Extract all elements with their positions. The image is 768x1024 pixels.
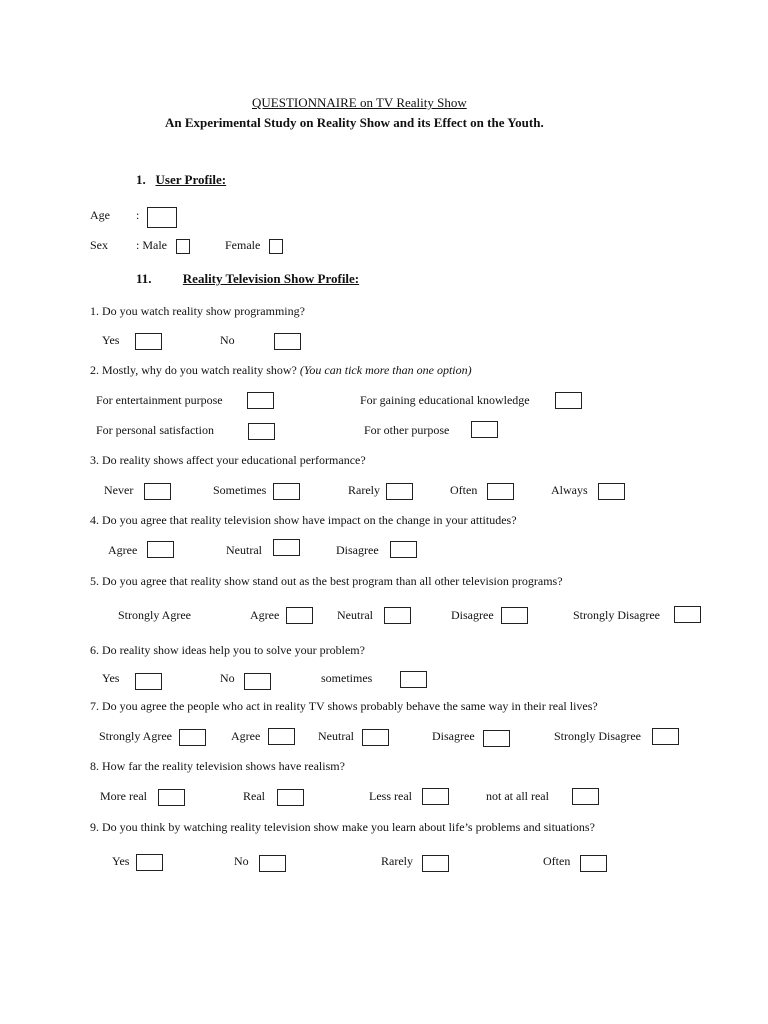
section-title: Reality Television Show Profile: xyxy=(182,271,360,286)
q6-no-checkbox[interactable] xyxy=(244,673,271,690)
option-label: Often xyxy=(543,854,571,868)
question-note: (You can tick more than one option) xyxy=(299,363,472,377)
q3-rarely-checkbox[interactable] xyxy=(386,483,413,500)
option-label: Agree xyxy=(231,729,261,743)
q5-neutral-checkbox[interactable] xyxy=(384,607,411,624)
q6-yes-checkbox[interactable] xyxy=(135,673,162,690)
section-1-heading xyxy=(136,172,226,188)
q2-educational-checkbox[interactable] xyxy=(555,392,582,409)
option-label: Always xyxy=(551,483,588,497)
question-4-text: 4. Do you agree that reality television show have impact on the change in your attitudes? xyxy=(90,513,517,527)
question-6-text: 6. Do reality show ideas help you to solve your problem? xyxy=(90,643,365,657)
q8-less-real-checkbox[interactable] xyxy=(422,788,449,805)
questionnaire-subtitle: An Experimental Study on Reality Show and its Effect on the Youth. xyxy=(165,115,544,130)
q7-strongly-disagree-checkbox[interactable] xyxy=(652,728,679,745)
option-label: Agree xyxy=(250,608,280,622)
question-1-text: 1. Do you watch reality show programming? xyxy=(90,304,305,318)
question-text: 2. Mostly, why do you watch reality show? xyxy=(90,363,297,377)
question-7-text: 7. Do you agree the people who act in reality TV shows probably behave the same way in their real lives? xyxy=(90,699,598,713)
q9-often-checkbox[interactable] xyxy=(580,855,607,872)
question-3-text: 3. Do reality shows affect your educational performance? xyxy=(90,453,366,467)
option-label: Agree xyxy=(108,543,138,557)
option-label: Yes xyxy=(112,854,130,868)
q4-neutral-checkbox[interactable] xyxy=(273,539,300,556)
section-number: 11. xyxy=(136,271,152,286)
option-label: For entertainment purpose xyxy=(96,393,223,407)
section-title: User Profile: xyxy=(155,172,227,187)
question-9-text: 9. Do you think by watching reality television show make you learn about life’s problems and situations? xyxy=(90,820,595,834)
q3-always-checkbox[interactable] xyxy=(598,483,625,500)
option-label: Disagree xyxy=(451,608,494,622)
question-5-text: 5. Do you agree that reality show stand out as the best program than all other television programs? xyxy=(90,574,563,588)
q2-entertainment-checkbox[interactable] xyxy=(247,392,274,409)
age-input-box[interactable] xyxy=(147,207,177,228)
q8-real-checkbox[interactable] xyxy=(277,789,304,806)
option-label: Neutral xyxy=(226,543,262,557)
q4-agree-checkbox[interactable] xyxy=(147,541,174,558)
q7-disagree-checkbox[interactable] xyxy=(483,730,510,747)
question-8-text: 8. How far the reality television shows have realism? xyxy=(90,759,345,773)
q8-more-real-checkbox[interactable] xyxy=(158,789,185,806)
option-label: Less real xyxy=(369,789,412,803)
option-label: More real xyxy=(100,789,147,803)
male-label: : Male xyxy=(136,238,167,252)
q8-not-at-all-real-checkbox[interactable] xyxy=(572,788,599,805)
female-label: Female xyxy=(225,238,261,252)
option-label: No xyxy=(220,671,235,685)
q9-no-checkbox[interactable] xyxy=(259,855,286,872)
questionnaire-title: QUESTIONNAIRE on TV Reality Show xyxy=(252,95,467,110)
option-label: For gaining educational knowledge xyxy=(360,393,530,407)
option-label: Real xyxy=(243,789,265,803)
option-label: Strongly Agree xyxy=(118,608,191,622)
option-label: Strongly Agree xyxy=(99,729,172,743)
q2-other-checkbox[interactable] xyxy=(471,421,498,438)
age-colon: : xyxy=(136,208,140,222)
option-label: Never xyxy=(104,483,134,497)
q5-strongly-disagree-checkbox[interactable] xyxy=(674,606,701,623)
option-label: Often xyxy=(450,483,478,497)
option-label: Sometimes xyxy=(213,483,267,497)
male-checkbox[interactable] xyxy=(176,239,190,254)
section-number: 1. xyxy=(136,172,146,187)
section-2-heading xyxy=(136,271,359,287)
option-label: For other purpose xyxy=(364,423,450,437)
q7-neutral-checkbox[interactable] xyxy=(362,729,389,746)
option-label: No xyxy=(220,333,235,347)
q3-sometimes-checkbox[interactable] xyxy=(273,483,300,500)
q3-often-checkbox[interactable] xyxy=(487,483,514,500)
option-label: For personal satisfaction xyxy=(96,423,214,437)
option-label: Yes xyxy=(102,671,120,685)
option-label: Strongly Disagree xyxy=(554,729,641,743)
option-label: No xyxy=(234,854,249,868)
age-label: Age xyxy=(90,208,110,222)
option-label: Rarely xyxy=(381,854,413,868)
q1-no-checkbox[interactable] xyxy=(274,333,301,350)
option-label: Strongly Disagree xyxy=(573,608,660,622)
q1-yes-checkbox[interactable] xyxy=(135,333,162,350)
option-label: Rarely xyxy=(348,483,380,497)
q2-personal-checkbox[interactable] xyxy=(248,423,275,440)
option-label: Yes xyxy=(102,333,120,347)
q6-sometimes-checkbox[interactable] xyxy=(400,671,427,688)
q9-rarely-checkbox[interactable] xyxy=(422,855,449,872)
q3-never-checkbox[interactable] xyxy=(144,483,171,500)
q5-disagree-checkbox[interactable] xyxy=(501,607,528,624)
option-label: Neutral xyxy=(337,608,373,622)
female-checkbox[interactable] xyxy=(269,239,283,254)
question-2-text xyxy=(90,363,472,378)
q7-agree-checkbox[interactable] xyxy=(268,728,295,745)
option-label: sometimes xyxy=(321,671,373,685)
option-label: Neutral xyxy=(318,729,354,743)
option-label: Disagree xyxy=(336,543,379,557)
q9-yes-checkbox[interactable] xyxy=(136,854,163,871)
option-label: Disagree xyxy=(432,729,475,743)
q4-disagree-checkbox[interactable] xyxy=(390,541,417,558)
option-label: not at all real xyxy=(486,789,549,803)
sex-label: Sex xyxy=(90,238,108,252)
q7-strongly-agree-checkbox[interactable] xyxy=(179,729,206,746)
q5-agree-checkbox[interactable] xyxy=(286,607,313,624)
